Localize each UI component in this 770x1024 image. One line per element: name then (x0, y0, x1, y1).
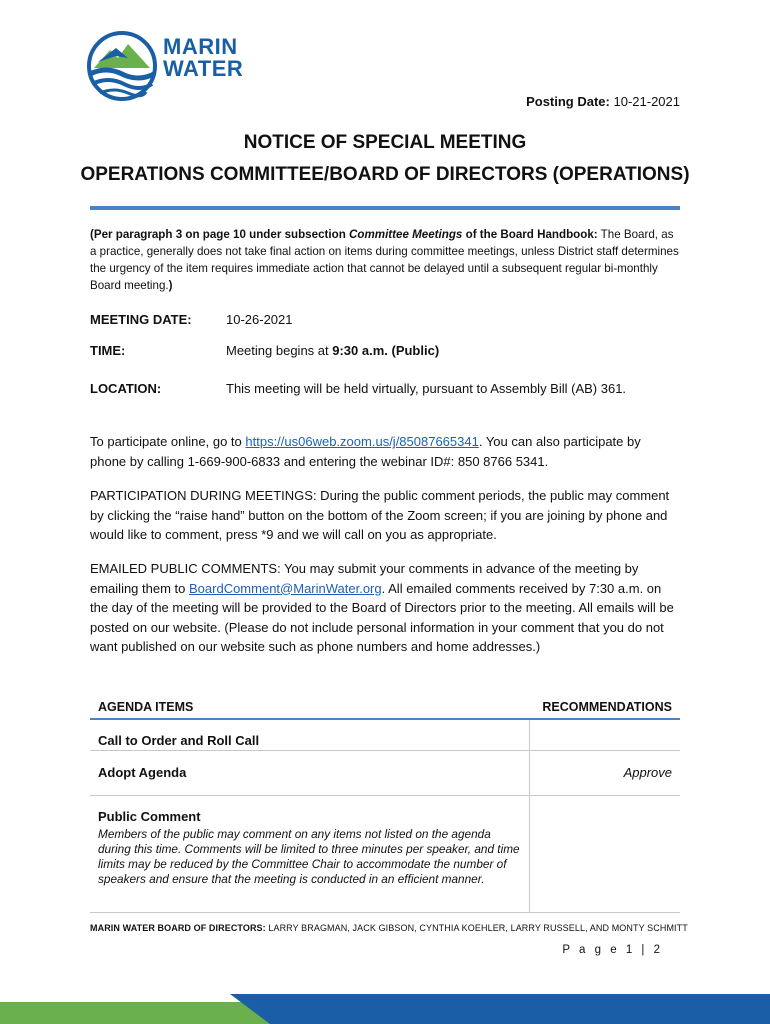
agenda-item-call-to-order: Call to Order and Roll Call (98, 733, 260, 748)
participate-pre: To participate online, go to (90, 434, 246, 449)
intro-bold-rest: of the Board Handbook: (462, 228, 598, 241)
posting-date-value: 10-21-2021 (613, 94, 680, 109)
time-label: TIME: (90, 343, 126, 358)
emailed-pre: EMAILED PUBLIC COMMENTS: You may submit your comments in advance of the meeting by emailing them to (90, 561, 639, 596)
handbook-note (90, 226, 680, 294)
zoom-link[interactable]: https://us06web.zoom.us/j/85087665341 (245, 434, 479, 449)
participation-label: PARTICIPATION DURING MEETINGS: (90, 488, 317, 503)
posting-date-label: Posting Date: (526, 94, 610, 109)
participation-paragraph (90, 486, 680, 545)
committee-title: OPERATIONS COMMITTEE/BOARD OF DIRECTORS (OPERATIONS) (80, 164, 690, 185)
time-bold: 9:30 a.m. (Public) (332, 343, 440, 358)
agenda-row-divider (90, 750, 680, 751)
public-comment-description: Members of the public may comment on any items not listed on the agenda during this time. Comments will be limited to three minutes per speaker, and time limits may be reduced by the Committee Chair to accommodate the number of speakers and ensure that the meeting is conducted in an efficient manner. (98, 827, 520, 886)
intro-body: The Board, as a practice, generally does not take final action on items during committee meetings, unless District staff determines the urgency of the item requires immediate action that cannot be delayed until a subsequent regular bi-monthly Board meeting. (90, 228, 679, 292)
meeting-date-value: 10-26-2021 (226, 312, 293, 327)
emailed-comments-paragraph (90, 559, 680, 657)
participate-post: . You can also participate by phone by calling 1-669-900-6833 and entering the webinar ID#: 850 8766 5341. (90, 434, 641, 469)
time-prefix: Meeting begins at (226, 343, 333, 358)
intro-emphasis: Committee Meetings (349, 228, 463, 241)
time-value (226, 343, 439, 358)
posting-date (526, 94, 680, 109)
location-value: This meeting will be held virtually, pursuant to Assembly Bill (AB) 361. (226, 381, 627, 396)
intro-close: ) (168, 279, 173, 292)
agenda-item-adopt-agenda: Adopt Agenda (98, 765, 187, 780)
agenda-row-divider (90, 795, 680, 796)
recommendations-header: RECOMMENDATIONS (542, 700, 672, 714)
emailed-post: . All emailed comments received by 7:30 a.m. on the day of the meeting will be provided to the Board of Directors prior to the meeting. All emails will be posted on our website. (Please do not include personal information in your comment that you do not want published on our website such as phone numbers and home addresses.) (90, 580, 674, 654)
notice-title: NOTICE OF SPECIAL MEETING (243, 132, 527, 153)
participate-online (90, 432, 680, 471)
footer-names: LARRY BRAGMAN, JACK GIBSON, CYNTHIA KOEHLER, LARRY RUSSELL, AND MONTY SCHMITT (265, 923, 688, 933)
agenda-items-header: AGENDA ITEMS (98, 700, 194, 714)
footer-label: MARIN WATER BOARD OF DIRECTORS: (90, 923, 266, 933)
logo-line-2: WATER (163, 56, 244, 81)
title-divider (90, 206, 680, 210)
logo-line-1: MARIN (163, 34, 238, 59)
participation-text: During the public comment periods, the public may comment by clicking the “raise hand” button on the bottom of the Zoom screen; if you are joining by phone and would like to comment, press *9 and we will call on you as appropriate. (90, 488, 670, 542)
intro-open: (Per paragraph 3 on page 10 under subsection (90, 228, 349, 241)
agenda-header-rule (90, 718, 680, 720)
board-comment-email-link[interactable]: BoardComment@MarinWater.org (189, 580, 382, 596)
logo-wordmark (163, 36, 243, 80)
page-number: P a g e 1 | 2 (562, 944, 663, 956)
agenda-rec-approve: Approve (623, 765, 672, 780)
meeting-date-label: MEETING DATE: (90, 312, 192, 327)
bottom-color-bar (0, 994, 770, 1024)
agenda-table-bottom (90, 912, 680, 913)
agenda-item-public-comment: Public Comment (98, 809, 201, 824)
location-label: LOCATION: (90, 381, 162, 396)
board-of-directors-footer (90, 923, 690, 933)
agenda-column-divider (529, 720, 530, 912)
